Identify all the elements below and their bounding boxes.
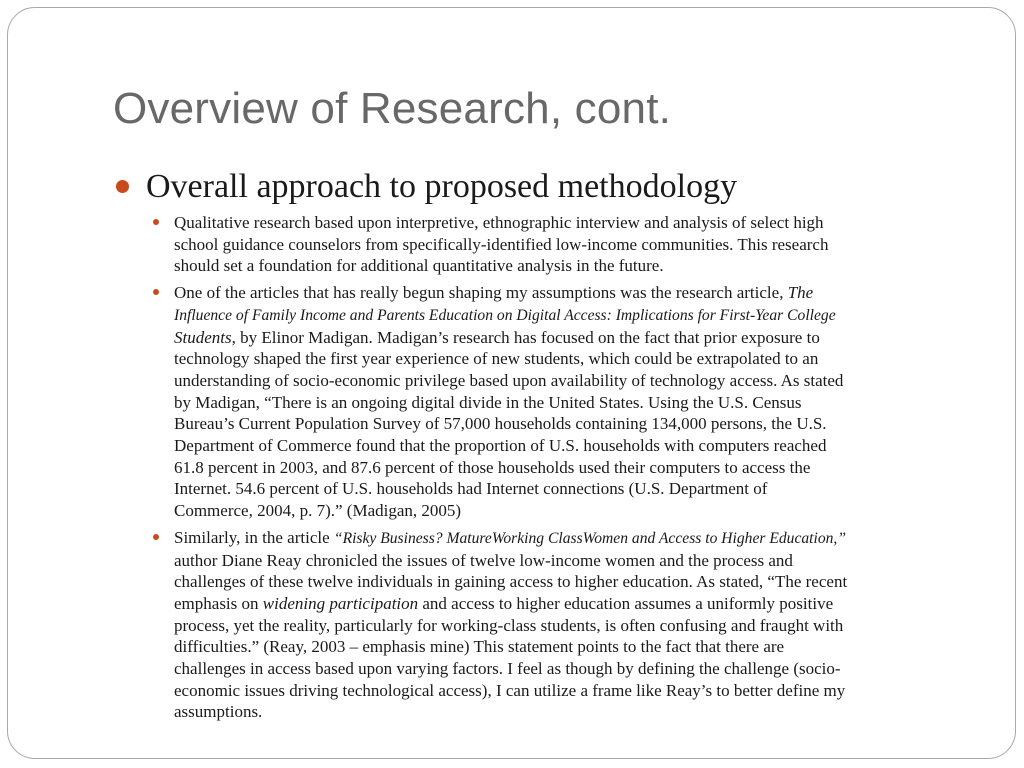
text-line: Internet. 54.6 percent of U.S. households had Internet connections (U.S. Department of	[174, 479, 768, 499]
sub-bullet-dot-icon	[153, 289, 159, 295]
text-line: should set a foundation for additional quantitative analysis in the future.	[174, 256, 664, 276]
text-line: challenges in access based upon varying factors. I feel as though by defining the challenge (socio-	[174, 659, 841, 679]
text-line: by Madigan, “There is an ongoing digital divide in the United States. Using the U.S. Census	[174, 392, 802, 412]
slide-content	[116, 166, 986, 728]
article-title-italic: The	[787, 283, 814, 303]
text-line	[174, 304, 986, 327]
emphasis-italic: widening participation	[262, 593, 419, 613]
sub-bullet-reay	[146, 527, 986, 723]
text-segment: emphasis on	[174, 593, 263, 613]
text-line: economic issues driving technological access), I can utilize a frame like Reay’s to better define my	[174, 680, 846, 700]
text-line	[174, 527, 986, 550]
text-line: Bureau’s Current Population Survey of 57,000 households containing 134,000 persons, the U.S.	[174, 414, 827, 434]
text-segment: and access to higher education assumes a uniformly positive	[418, 593, 834, 613]
text-line: author Diane Reay chronicled the issues of twelve low-income women and the process and	[174, 550, 793, 570]
text-line	[174, 593, 986, 615]
paragraph	[174, 282, 986, 522]
paragraph	[174, 212, 986, 277]
text-line: process, yet the reality, particularly for working-class students, is often confusing and fraught with	[174, 615, 844, 635]
sub-bullet-qualitative	[146, 212, 986, 277]
text-line: understanding of socio-economic privilege based upon availability of technology access. As stated	[174, 370, 844, 390]
article-title-italic: “Risky Business? MatureWorking ClassWomen and Access to Higher Education,”	[333, 529, 847, 547]
sub-bullet-dot-icon	[153, 534, 159, 540]
article-title-italic: Students	[174, 327, 232, 347]
heading-bullet-item	[116, 166, 986, 208]
text-line: difficulties.” (Reay, 2003 – emphasis mine) This statement points to the fact that there are	[174, 637, 785, 657]
text-line: technology shaped the first year experience of new students, which could be extrapolated to an	[174, 349, 819, 369]
slide-title: Overview of Research, cont.	[113, 84, 672, 133]
bullet-dot-icon	[116, 180, 129, 193]
text-line: 61.8 percent in 2003, and 87.6 percent of those households used their computers to access the	[174, 457, 811, 477]
article-title-italic: Influence of Family Income and Parents Education on Digital Access: Implications for First-Year College	[174, 306, 836, 324]
text-line: school guidance counselors from specifically-identified low-income communities. This research	[174, 234, 829, 254]
text-line: Qualitative research based upon interpretive, ethnographic interview and analysis of select high	[174, 213, 824, 232]
methodology-heading: Overall approach to proposed methodology	[146, 168, 738, 205]
text-line: challenges of these twelve individuals in gaining access to higher education. As stated, “The recent	[174, 572, 848, 592]
paragraph	[174, 527, 986, 723]
sub-bullet-dot-icon	[153, 219, 159, 225]
text-line: assumptions.	[174, 702, 263, 722]
text-segment: Similarly, in the article	[174, 527, 334, 547]
text-line	[174, 327, 986, 349]
text-line	[174, 282, 986, 304]
sub-bullet-madigan	[146, 282, 986, 522]
text-segment: , by Elinor Madigan. Madigan’s research has focused on the fact that prior exposure to	[231, 327, 820, 347]
text-line: Commerce, 2004, p. 7).” (Madigan, 2005)	[174, 501, 462, 521]
text-line: Department of Commerce found that the proportion of U.S. households with computers reached	[174, 436, 827, 456]
text-segment: One of the articles that has really begun shaping my assumptions was the research article,	[174, 283, 788, 303]
